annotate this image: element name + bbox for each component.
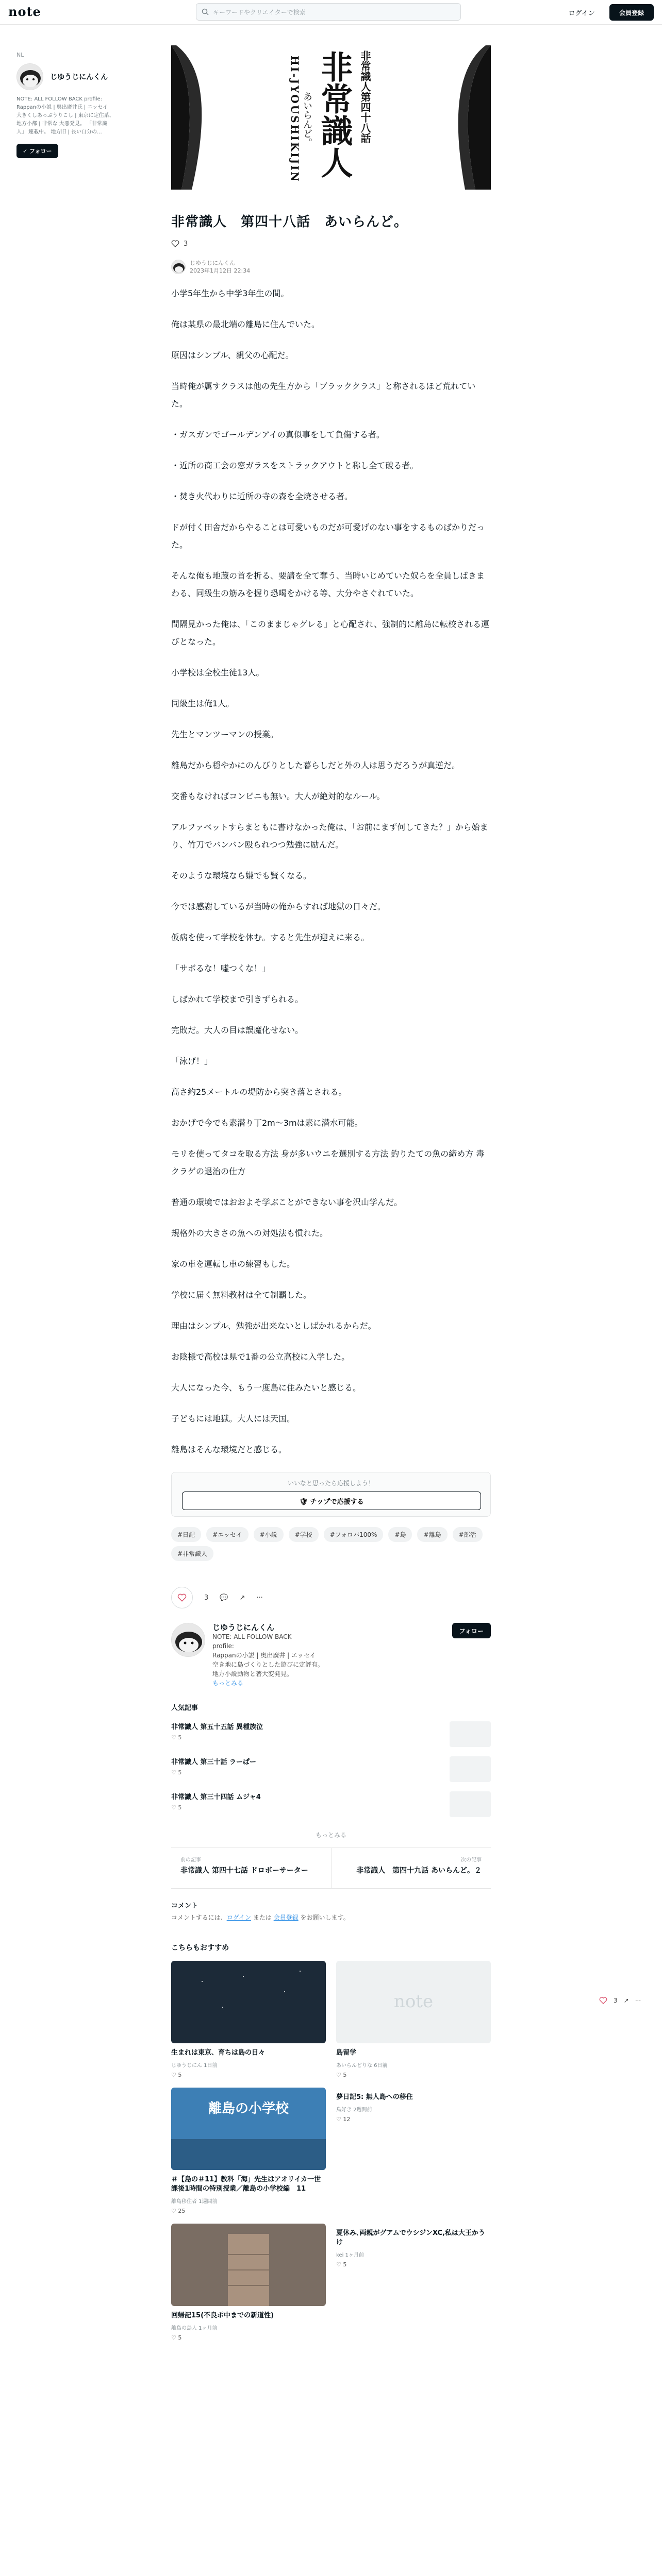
note-logo[interactable]: note (8, 4, 41, 19)
tag-chip[interactable]: #非常識人 (171, 1546, 213, 1561)
comment-heading: コメント (171, 1902, 198, 1910)
recommend-title: 島留学 (336, 2049, 357, 2057)
article-paragraph: 小学5年生から中学3年生の間。 (171, 289, 289, 298)
popular-thumbnail (450, 1756, 491, 1782)
article-paragraph: 高さ約25メートルの堤防から突き落とされる。 (171, 1087, 347, 1097)
popular-list (171, 1721, 491, 1817)
article-paragraph: 小学校は全校生徒13人。 (171, 668, 264, 677)
article-paragraph: ドが付く田舎だからやることは可愛いものだが可愛げのない事をするものばかりだった。 (171, 522, 485, 550)
comment-post: をお願いします。 (298, 1914, 350, 1921)
recommend-user: あいらんどりな 6日前 (336, 2063, 388, 2069)
recommend-title: 回帰記15(不良ポ中までの新道性) (171, 2312, 274, 2319)
article-paragraph: 交番もなければコンビニも無い。大人が絶対的なルール。 (171, 791, 385, 801)
next-article-link[interactable] (331, 1848, 491, 1888)
recommend-likes: ♡ 12 (336, 2116, 351, 2123)
more-icon[interactable]: ··· (635, 1997, 641, 2004)
tip-label: チップで応援する (310, 1498, 364, 1506)
heart-icon (599, 1996, 607, 2005)
recommend-user: 鳥好き 2週間前 (336, 2107, 372, 2113)
like-count: 3 (184, 240, 188, 248)
popular-like-count: 5 (178, 1734, 182, 1741)
article-paragraph: 大人になった今、もう一度島に住みたいと感じる。 (171, 1383, 361, 1393)
author-box-line3: Rappanの小説 | 奥出廣井 | エッセイ (212, 1652, 316, 1659)
popular-heading: 人気記事 (171, 1704, 198, 1712)
hero-vertical-small: 非常識人第四十八話 (359, 50, 371, 143)
recommend-like-count: 12 (343, 2116, 351, 2123)
article-paragraph: 離島だから穏やかにのんびりとした暮らしだと外の人は思うだろうが真逆だ。 (171, 760, 460, 770)
hero-roman: HI-JYOUSHIKIJIN (289, 56, 301, 183)
recommend-likes: ♡ 5 (336, 2072, 347, 2078)
sidebar-author (16, 52, 114, 158)
popular-more[interactable]: もっとみる (315, 1832, 346, 1839)
svg-text:note: note (393, 1991, 434, 2012)
recommend-like-count: 5 (343, 2261, 347, 2268)
article-paragraph: 今では感謝しているが当時の俺からすれば地獄の日々だ。 (171, 902, 386, 911)
popular-thumbnail (450, 1721, 491, 1747)
follow-button[interactable]: ✓ フォロー (16, 144, 58, 158)
recommend-card[interactable] (336, 2224, 491, 2341)
tag-chip[interactable]: #小説 (254, 1527, 284, 1542)
article-paragraph: 理由はシンプル、勉強が出来ないとしばかれるからだ。 (171, 1321, 376, 1331)
comment-section (171, 1900, 491, 1922)
popular-likes: ♡ 5 (171, 1734, 182, 1741)
author-box-line2: profile: (212, 1642, 234, 1650)
recommend-user: じゆうじにん 1日前 (171, 2063, 218, 2069)
prev-next-nav (171, 1848, 491, 1889)
popular-item[interactable] (171, 1756, 491, 1782)
prev-small: 前の記事 (180, 1857, 201, 1863)
article-paragraph: 俺は某県の最北端の離島に住んでいた。 (171, 319, 320, 329)
popular-title: 非常識人 第五十五話 異種族泣 (171, 1723, 263, 1731)
recommend-user: 離島の島人 1ヶ月前 (171, 2326, 218, 2331)
article-paragraph: 原因はシンプル、親父の心配だ。 (171, 350, 294, 360)
article-main (171, 45, 491, 2341)
heart-icon (177, 1593, 187, 1602)
recommend-like-count: 5 (178, 2072, 182, 2078)
recommend-heading: こちらもおすすめ (171, 1944, 229, 1952)
recommend-like-count: 5 (178, 2334, 182, 2341)
article-paragraph: 先生とマンツーマンの授業。 (171, 730, 279, 739)
recommend-title: 夏休み､両親がグアムでウシジンXC,私は大王かうけ (336, 2229, 485, 2246)
recommend-likes: ♡ 5 (171, 2334, 182, 2341)
popular-thumbnail (450, 1791, 491, 1817)
author-avatar[interactable] (171, 260, 186, 274)
popular-likes: ♡ 5 (171, 1804, 182, 1811)
recommend-title: ＃【島の＃11】教科「海」先生はアオリイカ一世課後1時間の特別授業／離島の小学校編 11 (171, 2176, 321, 2193)
author-follow-button[interactable]: フォロー (452, 1623, 491, 1638)
author-box-line4: 空き地に島づくりとした遊びに定評有。 (212, 1661, 324, 1668)
article-body (171, 285, 491, 1459)
tag-chip[interactable]: #フォロバ100% (324, 1527, 384, 1542)
recommend-thumbnail (171, 2224, 326, 2306)
article-paragraph: 子どもには地獄。大人には天国。 (171, 1414, 295, 1423)
tag-chip[interactable]: #日記 (171, 1527, 201, 1542)
heart-icon[interactable] (171, 240, 179, 248)
popular-item[interactable] (171, 1791, 491, 1817)
tip-button[interactable]: 🛡 チップで応援する (182, 1492, 481, 1510)
recommend-user: 離島移住者 1週間前 (171, 2199, 218, 2205)
article-paragraph: 当時俺が属すクラスは他の先生方から「ブラッククラス」と称されるほど荒れていた。 (171, 381, 476, 409)
hero-image (171, 45, 491, 190)
byline (171, 259, 491, 275)
popular-like-count: 5 (178, 1769, 182, 1776)
article-paragraph: 「サボるな！嘘つくな！」 (171, 963, 271, 973)
article-paragraph: 規格外の大きさの魚への対処法も慣れた。 (171, 1228, 328, 1238)
top-header (0, 0, 662, 25)
recommend-like-count: 25 (178, 2208, 186, 2214)
hero-big-title: 非常識人 (316, 50, 353, 178)
more-icon[interactable]: ··· (256, 1594, 263, 1602)
search-icon (202, 8, 209, 15)
article-paragraph: 仮病を使って学校を休む。すると先生が迎えに来る。 (171, 933, 370, 942)
recommend-title: 生まれは東京、育ちは島の日々 (171, 2049, 266, 2057)
article-paragraph: ・焚き火代わりに近所の寺の森を全焼させる者。 (171, 492, 353, 501)
tag-chip[interactable]: #エッセイ (206, 1527, 248, 1542)
recommend-card[interactable] (336, 2088, 491, 2214)
article-paragraph: アルファベットすらまともに書けなかった俺は、「お前にまず何してきた？」から始まり、竹刀でバンバン殴られつつ勉強に励んだ。 (171, 822, 488, 850)
floating-like[interactable] (599, 1996, 641, 2005)
tag-list (171, 1527, 491, 1561)
recommend-card[interactable] (336, 1961, 491, 2078)
article-paragraph: そのような環境なら嫌でも賢くなる。 (171, 871, 312, 880)
tag-chip[interactable]: #島 (388, 1527, 412, 1542)
comment-icon[interactable]: 💬 (220, 1594, 228, 1602)
recommend-card[interactable] (171, 2224, 326, 2341)
comment-mid: または (251, 1914, 274, 1921)
like-button[interactable] (171, 1587, 193, 1608)
follow-label: フォロー (29, 148, 52, 155)
article-paragraph: しばかれて学校まで引きずられる。 (171, 994, 304, 1004)
recommend-banner: 離島の小学校 (208, 2101, 289, 2116)
action-bar (171, 1587, 491, 1608)
author-box-more[interactable]: もっとみる (212, 1680, 244, 1687)
article-paragraph: 完敗だ。大人の目は誤魔化せない。 (171, 1025, 304, 1035)
article-paragraph: 離島はそんな環境だと感じる。 (171, 1445, 287, 1454)
share-icon[interactable]: ↗ (623, 1997, 629, 2004)
recommend-thumbnail (336, 1961, 491, 2043)
article-paragraph: お陰様で高校は県で1番の公立高校に入学した。 (171, 1352, 350, 1362)
article-paragraph: 普通の環境ではおおよそ学ぶことができない事を沢山学んだ。 (171, 1197, 403, 1207)
sidebar-profile: NOTE: ALL FOLLOW BACK profile: Rappanの小説 | 奥出廣井氏 | エッセイ 大きくしあっぷうりこし | 東京に定住系、 地方小都 | 非常な 大悪発見。 「非常識人」 連載中。 地方旧 | 長い自分の... (16, 96, 114, 135)
popular-title: 非常識人 第三十話 ラーぱー (171, 1758, 257, 1766)
recommend-likes: ♡ 5 (336, 2261, 347, 2268)
article-paragraph: 家の車を運転し車の練習もした。 (171, 1259, 295, 1269)
recommend-like-count: 5 (343, 2072, 347, 2078)
popular-likes: ♡ 5 (171, 1769, 182, 1776)
hero-sub: あいらんど。 (302, 92, 312, 147)
author-box-line5: 地方小説動物と著大変発見。 (212, 1670, 293, 1677)
recommend-likes: ♡ 25 (171, 2208, 186, 2214)
author-box-name[interactable]: じゆうじにんくん (212, 1623, 275, 1632)
article-paragraph: 「泳げ！」 (171, 1056, 213, 1066)
signup-button[interactable]: 会員登録 (609, 4, 654, 21)
article-paragraph: モリを使ってタコを取る方法 身が多いウニを選別する方法 釣りたての魚の締め方 毒クラゲの退治の仕方 (171, 1149, 485, 1176)
next-title: 非常識人 第四十九話 あいらんど。２ (356, 1867, 482, 1875)
byline-author[interactable]: じゆうじにんくん (190, 260, 235, 266)
prev-article-link[interactable] (171, 1848, 331, 1888)
byline-date: 2023年1月12日 22:34 (190, 267, 251, 274)
recommend-thumbnail (171, 2088, 326, 2170)
avatar[interactable] (16, 63, 43, 90)
sidebar-username[interactable]: じゆうじにんくん (50, 73, 108, 81)
article-paragraph: そんな俺も地蔵の首を折る、要請を全て奪う、当時いじめていた奴らを全員しばきまわる、同級生の筋みを握り恐喝をかける等、大分やさぐれていた。 (171, 571, 485, 598)
article-title: 非常識人 第四十八話 あいらんど。 (171, 214, 408, 230)
tag-chip[interactable]: #部活 (453, 1527, 483, 1542)
recommend-likes: ♡ 5 (171, 2072, 182, 2078)
support-text: いいなと思ったら応援しよう！ (287, 1480, 374, 1487)
popular-title: 非常識人 第三十四話 ムジャ4 (171, 1793, 261, 1801)
search-input[interactable] (196, 3, 461, 21)
article-paragraph: ・近所の商工会の窓ガラスをストラックアウトと称し全て破る者。 (171, 461, 419, 470)
prev-title: 非常識人 第四十七話 ドロボーサーター (180, 1867, 308, 1875)
recommend-title: 夢日記5: 無人島への移住 (336, 2093, 413, 2101)
article-paragraph: 同級生は俺1人。 (171, 699, 235, 708)
like-count-bottom: 3 (204, 1594, 209, 1602)
author-box (171, 1623, 491, 1688)
recommend-thumbnail (171, 1961, 326, 2043)
article-paragraph: 間隔見かった俺は、「このままじゃグレる」と心配され、強制的に離島に転校される運びとなった。 (171, 619, 489, 647)
tag-chip[interactable]: #学校 (289, 1527, 319, 1542)
next-small: 次の記事 (461, 1857, 482, 1863)
search-placeholder: キーワードやクリエイターで検索 (213, 8, 306, 16)
author-box-avatar[interactable] (171, 1623, 205, 1657)
comment-login-link[interactable]: ログイン (226, 1914, 252, 1921)
article-paragraph: 学校に届く無料教材は全て制覇した。 (171, 1290, 312, 1300)
comment-signup-link[interactable]: 会員登録 (273, 1914, 299, 1921)
popular-item[interactable] (171, 1721, 491, 1747)
share-icon[interactable]: ↗ (239, 1594, 245, 1602)
magazine-label: NL (16, 52, 24, 58)
author-box-line1: NOTE: ALL FOLLOW BACK (212, 1633, 292, 1640)
comment-text (171, 1913, 491, 1922)
floating-like-count: 3 (614, 1997, 618, 2004)
recommend-section (171, 1942, 491, 2341)
article-paragraph: ・ガスガンでゴールデンアイの真似事をして負傷する者。 (171, 430, 385, 439)
tag-chip[interactable]: #離島 (417, 1527, 447, 1542)
recommend-grid (171, 1961, 491, 2341)
comment-pre: コメントするには、 (171, 1914, 227, 1921)
recommend-card[interactable] (171, 1961, 326, 2078)
recommend-card[interactable] (171, 2088, 326, 2214)
support-box (171, 1472, 491, 1517)
login-button[interactable]: ログイン (566, 5, 597, 20)
recommend-user: kei 1ヶ月前 (336, 2252, 364, 2258)
popular-like-count: 5 (178, 1804, 182, 1811)
article-likes (171, 240, 491, 248)
article-paragraph: おかげで今でも素潜り丁2m〜3mは素に潜水可能。 (171, 1118, 363, 1128)
